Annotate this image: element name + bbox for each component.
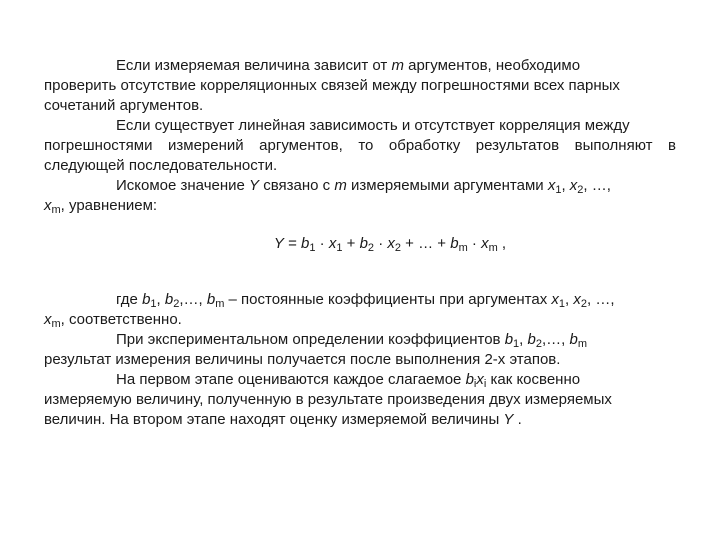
document-body (44, 56, 676, 430)
p1-line-1: Если измеряемая величина зависит от m аргументов, необходимо (116, 57, 581, 74)
p1-line-3: сочетаний аргументов. (44, 97, 204, 114)
paragraph-2 (44, 116, 676, 176)
paragraph-1 (44, 56, 676, 116)
paragraph-3 (44, 176, 676, 216)
p3-line-2: $x_m$, уравнением: (44, 197, 158, 216)
paragraph-4 (44, 290, 676, 330)
p4-line-1: где $b_1$, $b_2,\dots$, $b_m$ – постоянные коэффициенты при аргументах $x_1$, $x_2$, …, (116, 291, 615, 310)
p1-line-2: проверить отсутствие корреляционных связей между погрешностями всех парных (44, 77, 620, 94)
p2-line-3: следующей последовательности. (44, 157, 278, 174)
equation: $Y = b_1 \cdot x_1 + b_2 \cdot x_2$ + … + $b_m \cdot x_m$ , (273, 235, 507, 254)
p6-line-3: величин. На втором этапе находят оценку измеряемой величины Y . (44, 411, 522, 428)
paragraph-5 (44, 330, 676, 370)
p5-line-1: При экспериментальном определении коэффициентов $b_1$, $b_2,\dots$, $b_m$ (116, 331, 587, 350)
paragraph-6 (44, 370, 676, 430)
p4-line-2: $x_m$, соответственно. (44, 311, 182, 330)
p2-line-2: погрешностями измерений аргументов, то обработку результатов выполняют в (44, 137, 676, 154)
p5-line-2: результат измерения величины получается после выполнения 2-х этапов. (44, 351, 561, 368)
p3-line-1: Искомое значение Y связано с m измеряемыми аргументами $x_1$, $x_2$, …, (116, 177, 611, 196)
p6-line-2: измеряемую величину, полученную в результате произведения двух измеряемых (44, 391, 612, 408)
p2-line-1: Если существует линейная зависимость и отсутствует корреляция между (116, 117, 630, 134)
p6-line-1: На первом этапе оцениваются каждое слагаемое $b_ix_i$ как косвенно (116, 371, 581, 390)
